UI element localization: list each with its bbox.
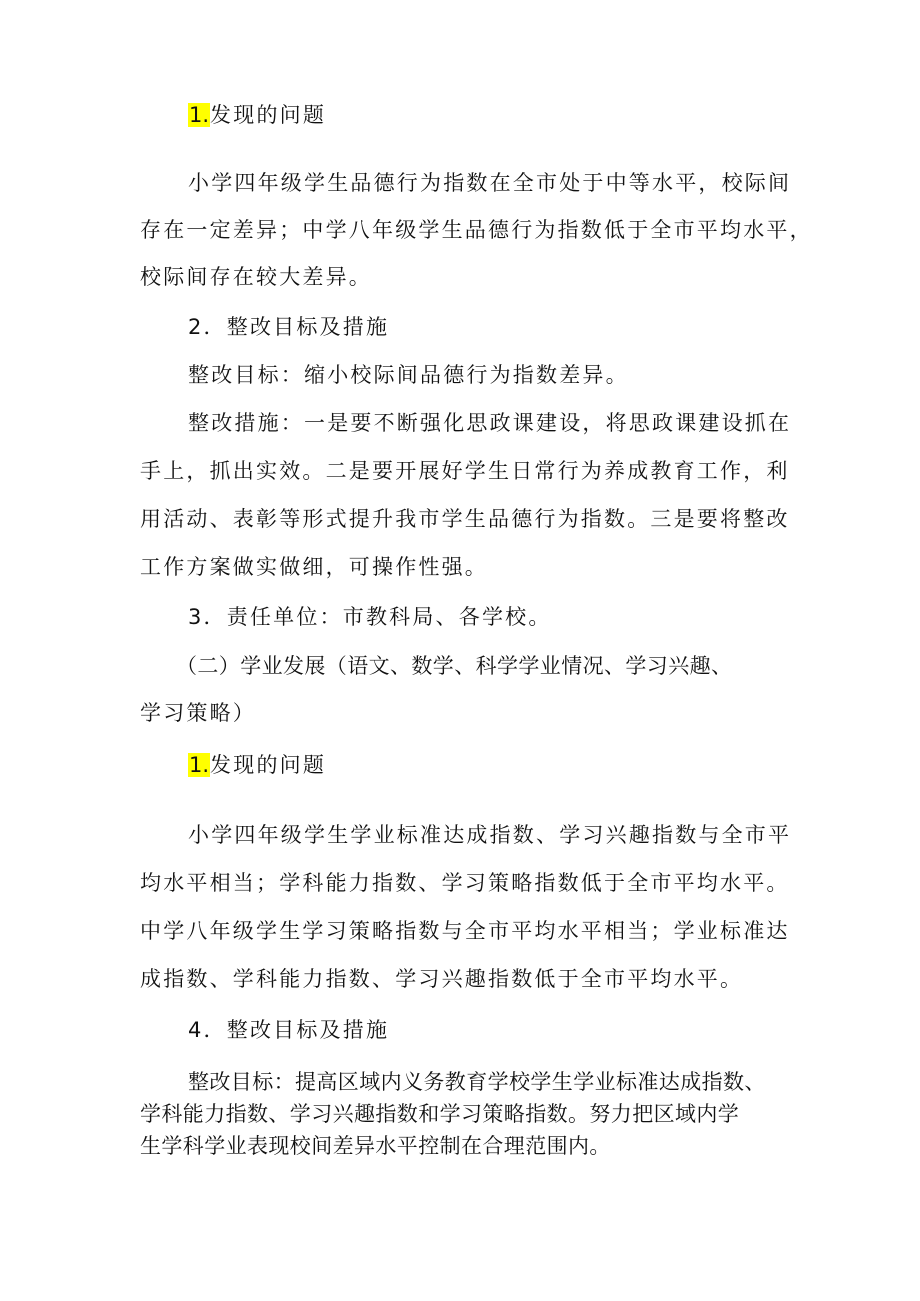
paragraph-line: 小学四年级学生学业标准达成指数、学习兴趣指数与全市平 [188,823,792,847]
paragraph-line: 成指数、学科能力指数、学习兴趣指数低于全市平均水平。 [140,967,744,991]
rectification-goal: 整改目标：缩小校际间品德行为指数差异。 [188,363,629,387]
paragraph-line: 校际间存在较大差异。 [140,265,372,289]
paragraph-line: 学科能力指数、学习兴趣指数和学习策略指数。努力把区域内学 [140,1102,740,1126]
part-title-academic-development: （二）学业发展（语文、数学、科学学业情况、学习兴趣、 [176,654,733,678]
heading-text: 发现的问题 [210,103,327,127]
part-title-academic-development-cont: 学习策略） [140,701,256,725]
highlighted-number: 1. [189,103,210,127]
paragraph-line: 均水平相当；学科能力指数、学习策略指数低于全市平均水平。 [140,871,790,895]
section-heading-rectification-2: 4．整改目标及措施 [188,1018,390,1042]
section-heading-responsible-unit: 3．责任单位：市教科局、各学校。 [188,605,552,629]
heading-text: 发现的问题 [210,753,327,777]
paragraph-line: 中学八年级学生学习策略指数与全市平均水平相当；学业标准达 [140,919,790,943]
paragraph-line: 整改目标：提高区域内义务教育学校学生学业标准达成指数、 [188,1070,766,1094]
section-heading-rectification: 2．整改目标及措施 [188,315,390,339]
section-heading-found-problems-2 [188,751,326,779]
paragraph-line: 小学四年级学生品德行为指数在全市处于中等水平，校际间 [188,171,792,195]
paragraph-line: 生学科学业表现校间差异水平控制在合理范围内。 [140,1134,611,1158]
paragraph-line: 用活动、表彰等形式提升我市学生品德行为指数。三是要将整改 [140,507,790,531]
paragraph-line: 手上，抓出实效。二是要开展好学生日常行为养成教育工作，利 [140,459,790,483]
paragraph-line: 整改措施：一是要不断强化思政课建设，将思政课建设抓在 [188,411,792,435]
section-heading-found-problems [188,101,326,129]
highlighted-number: 1. [189,753,210,777]
paragraph-line: 存在一定差异；中学八年级学生品德行为指数低于全市平均水平， [140,218,813,242]
paragraph-line: 工作方案做实做细，可操作性强。 [140,555,488,579]
